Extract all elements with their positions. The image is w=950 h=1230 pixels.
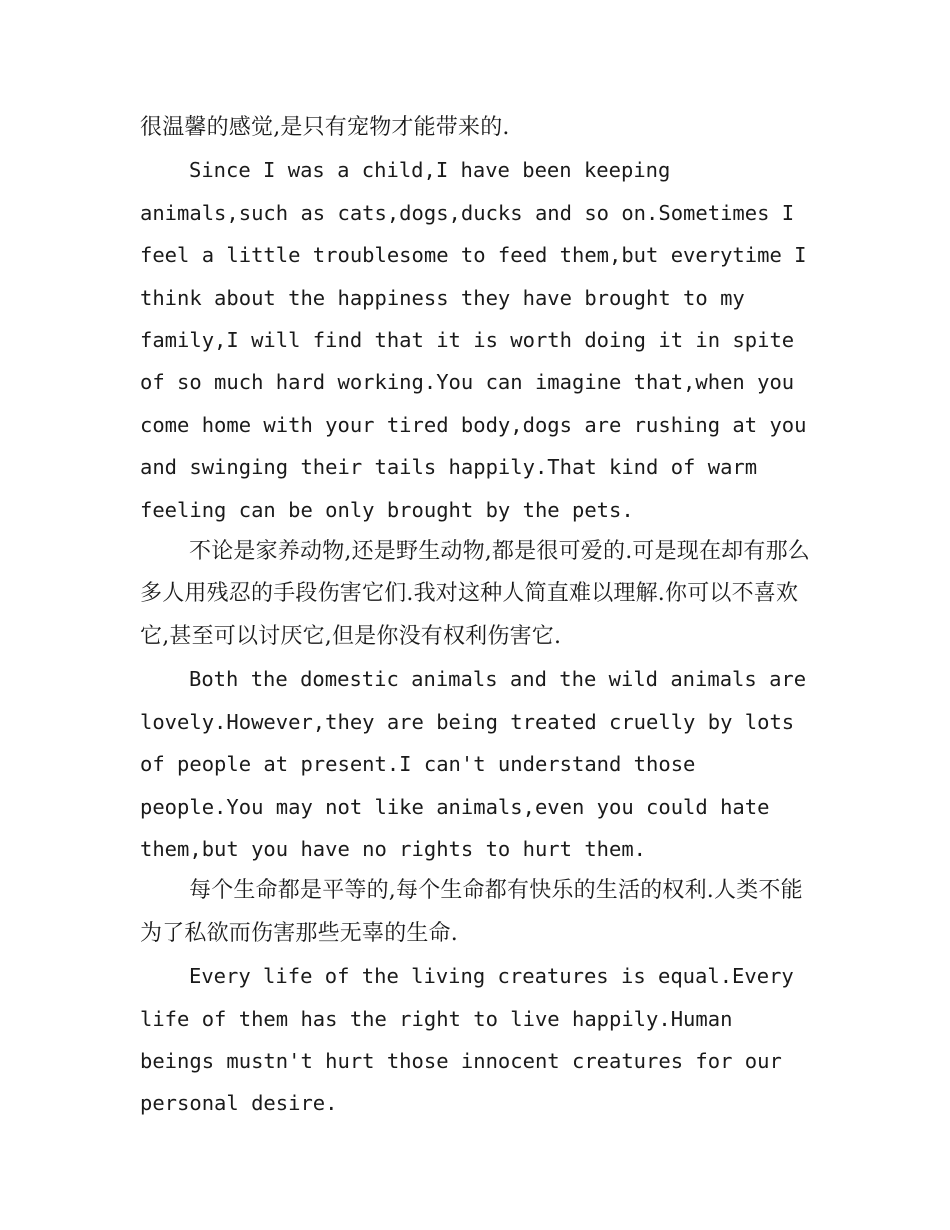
document-body bbox=[140, 107, 815, 1125]
paragraph-english-keeping-animals: Since I was a child,I have been keeping animals,such as cats,dogs,ducks and so on.Sometimes I feel a little troublesome to feed them,but everytime I think about the happiness they have brought to my family,I will find that it is worth doing it in spite of so much hard working.You can imagine that,when you come home with your tired body,dogs are rushing at you and swinging their tails happily.That kind of warm feeling can be only brought by the pets. bbox=[140, 158, 807, 522]
paragraph-chinese-cruelty: 不论是家养动物,还是野生动物,都是很可爱的.可是现在却有那么多人用残忍的手段伤害它们.我对这种人简直难以理解.你可以不喜欢它,甚至可以讨厌它,但是你没有权利伤害它. bbox=[140, 539, 810, 649]
paragraph-chinese-continuation: 很温馨的感觉,是只有宠物才能带来的. bbox=[140, 115, 510, 140]
paragraph-chinese-equality: 每个生命都是平等的,每个生命都有快乐的生活的权利.人类不能为了私欲而伤害那些无辜的生命. bbox=[140, 878, 803, 946]
paragraph-english-equality: Every life of the living creatures is equal.Every life of them has the right to live happily.Human beings mustn't hurt those innocent creatures for our personal desire. bbox=[140, 964, 794, 1116]
paragraph-english-cruelty: Both the domestic animals and the wild animals are lovely.However,they are being treated cruelly by lots of people at present.I can't understand those people.You may not like animals,even you could hate them,but you have no rights to hurt them. bbox=[140, 667, 807, 861]
